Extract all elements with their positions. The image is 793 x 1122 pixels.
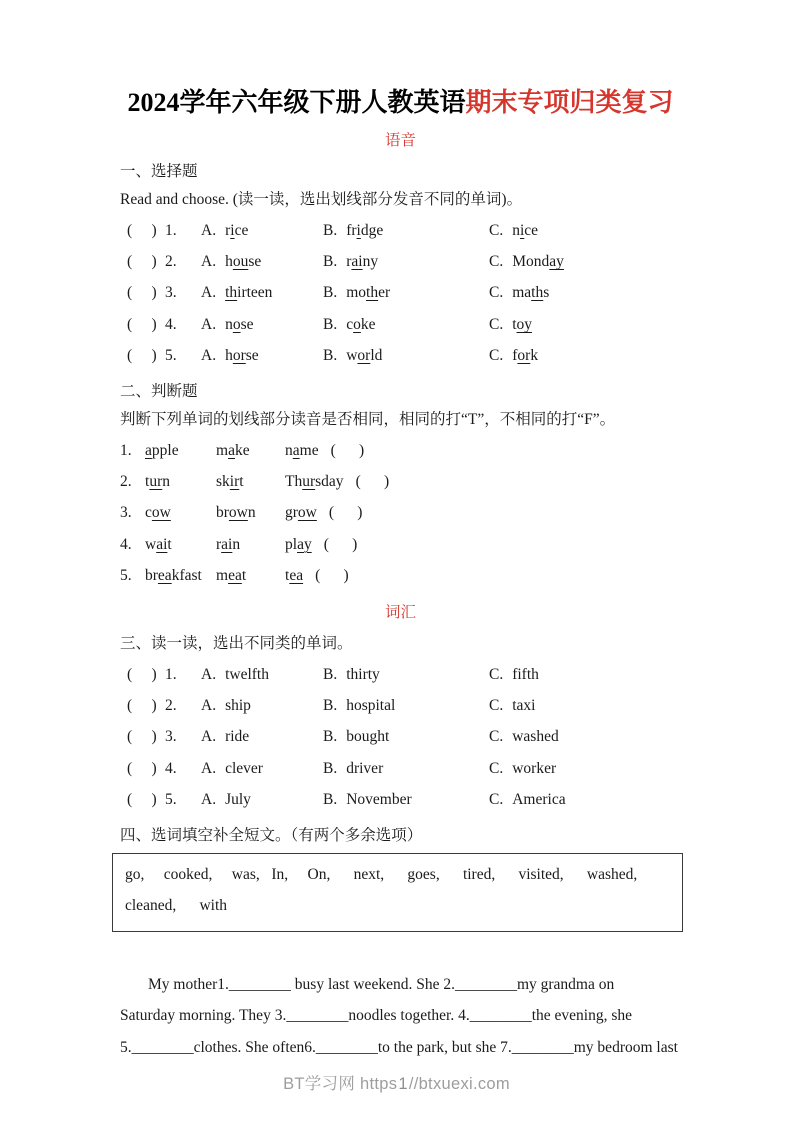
word-pre: t: [512, 315, 517, 333]
page-number: 1: [398, 1075, 408, 1093]
section4-heading: 四、选词填空补全短文。（有两个多余选项）: [120, 826, 423, 844]
option-label: A.: [201, 696, 217, 714]
answer-bracket: ( ): [127, 347, 157, 365]
word-underlined: ay: [297, 535, 312, 553]
option-label: A.: [201, 347, 217, 365]
option-b: [323, 666, 489, 684]
footer-watermark: [0, 1070, 793, 1094]
judge-row: [120, 529, 681, 560]
option-label: A.: [201, 665, 217, 683]
word-post: ce: [234, 221, 249, 239]
option-b: [323, 222, 489, 240]
option-label: C.: [489, 791, 504, 809]
word: washed: [512, 728, 559, 746]
word: hospital: [346, 696, 396, 714]
answer-bracket: ( ): [127, 728, 157, 746]
option-label: A.: [201, 759, 217, 777]
question-row: [120, 690, 681, 721]
answer-bracket: ( ): [127, 315, 157, 333]
passage-line-3: 5.________clothes. She often6.________to the park, but she 7.________my bedroom last: [120, 1039, 678, 1057]
word-underlined: ea: [228, 567, 242, 585]
option-b: [323, 316, 489, 334]
word-post: ke: [234, 441, 250, 459]
word-3: [285, 442, 319, 459]
word-post: kfast: [171, 567, 202, 585]
word-pre: mo: [346, 284, 367, 302]
word-2: [216, 567, 285, 585]
option-label: C.: [489, 759, 504, 777]
judge-row: [120, 561, 681, 592]
word-post: er: [378, 284, 391, 302]
word-pre: n: [512, 221, 520, 239]
question-number: 5.: [120, 567, 132, 585]
word: ride: [225, 728, 250, 746]
option-b: [323, 760, 489, 778]
word-pre: n: [225, 315, 233, 333]
word-underlined: ur: [302, 473, 316, 491]
option-b: [323, 253, 489, 271]
word-pre: gr: [285, 504, 298, 522]
question-row: [120, 722, 681, 753]
answer-bracket: ( ): [315, 567, 349, 585]
word-underlined: a: [145, 441, 152, 459]
word-3: [285, 567, 303, 584]
judge-row: [120, 435, 681, 466]
word: thirty: [346, 665, 380, 683]
word-underlined: th: [531, 284, 544, 302]
word-pre: w: [145, 535, 157, 553]
section1-instruction: Read and choose. (读一读，选出划线部分发音不同的单词)。: [120, 191, 523, 208]
word-pre: h: [225, 347, 233, 365]
word-post: s: [543, 284, 550, 302]
option-label: C.: [489, 253, 504, 271]
option-label: A.: [201, 728, 217, 746]
passage-line-1: My mother1.________ busy last weekend. She 2.________my grandma on: [148, 975, 615, 993]
word: November: [346, 791, 412, 809]
option-label: B.: [323, 284, 338, 302]
answer-bracket: ( ): [127, 221, 157, 239]
option-label: B.: [323, 791, 338, 809]
word-pre: r: [216, 535, 222, 553]
passage-line-2: Saturday morning. They 3.________noodles together. 4.________the evening, she: [120, 1007, 632, 1025]
question-row: [120, 753, 681, 784]
word-underlined: i: [356, 221, 361, 239]
word-1: [145, 504, 216, 522]
word-underlined: ea: [289, 567, 304, 585]
word-underlined: i: [230, 221, 235, 239]
option-c: [489, 760, 681, 778]
watermark-text-post: //btxuexi.com: [408, 1075, 510, 1093]
word-post: t: [239, 473, 244, 491]
word-post: ke: [360, 315, 376, 333]
question-number: 3.: [165, 728, 177, 746]
option-label: C.: [489, 284, 504, 302]
option-label: B.: [323, 728, 338, 746]
word-post: ce: [524, 221, 539, 239]
option-c: [489, 316, 681, 334]
question-row: [120, 246, 681, 277]
phonics-section-label: 语音: [384, 132, 416, 149]
cloze-passage: [120, 969, 681, 1064]
vocab-section-label: 词汇: [384, 603, 416, 621]
word-underlined: o: [232, 315, 241, 333]
question-number: 1.: [120, 441, 132, 459]
section2-heading: 二、判断题: [120, 382, 198, 400]
word-1: [145, 442, 216, 460]
option-label: B.: [323, 759, 338, 777]
word-underlined: a: [292, 441, 300, 459]
option-a: [201, 697, 323, 715]
word: taxi: [512, 696, 536, 714]
word-underlined: or: [357, 347, 371, 365]
question-number: 1.: [165, 221, 177, 239]
option-c: [489, 347, 681, 365]
option-b: [323, 347, 489, 365]
word-underlined: ow: [151, 504, 171, 522]
word-post: ld: [370, 347, 383, 365]
word-post: pple: [151, 441, 179, 459]
word-pre: h: [225, 253, 233, 271]
option-label: C.: [489, 315, 504, 333]
word: worker: [512, 759, 557, 777]
word-post: me: [299, 441, 319, 459]
question-number: 4.: [120, 535, 132, 553]
word-2: [216, 504, 285, 522]
title-red-part: 期末专项归类复习: [465, 88, 674, 117]
answer-bracket: ( ): [127, 253, 157, 271]
word-underlined: ai: [156, 535, 168, 553]
word-pre: br: [216, 504, 229, 522]
question-number: 2.: [165, 253, 177, 271]
option-a: [201, 253, 323, 271]
option-c: [489, 253, 681, 271]
word-pre: f: [512, 347, 518, 365]
word-pre: Th: [285, 473, 303, 491]
word-underlined: ay: [549, 253, 564, 271]
question-number: 5.: [165, 791, 177, 809]
word-underlined: ou: [232, 253, 249, 271]
word-post: irteen: [237, 284, 273, 302]
option-a: [201, 666, 323, 684]
word-3-and-bracket: [285, 473, 681, 491]
judge-row: [120, 498, 681, 529]
word-3: [285, 536, 312, 553]
word-pre: w: [346, 347, 358, 365]
word: July: [225, 791, 251, 809]
section2-item-list: [120, 435, 681, 592]
word-bank-box: [112, 853, 683, 932]
option-label: A.: [201, 221, 217, 239]
question-row: [120, 659, 681, 690]
option-c: [489, 284, 681, 302]
word-underlined: ow: [297, 504, 317, 522]
option-label: C.: [489, 347, 504, 365]
word-underlined: ai: [351, 253, 363, 271]
option-label: B.: [323, 665, 338, 683]
option-a: [201, 222, 323, 240]
answer-bracket: ( ): [355, 473, 390, 491]
word-underlined: ai: [221, 535, 233, 553]
answer-bracket: ( ): [323, 535, 358, 553]
word-post: sday: [315, 473, 344, 491]
word-pre: Mond: [512, 253, 550, 271]
option-b: [323, 284, 489, 302]
word-3-and-bracket: [285, 536, 681, 554]
word-bank-line-2: cleaned, with: [125, 897, 228, 915]
answer-bracket: ( ): [127, 759, 157, 777]
section3-question-list: [120, 659, 681, 816]
word-post: t: [167, 535, 172, 553]
word-1: [145, 567, 216, 585]
word-pre: fr: [346, 221, 357, 239]
question-row: [120, 784, 681, 815]
word-3-and-bracket: [285, 567, 681, 585]
option-label: B.: [323, 347, 338, 365]
word-pre: c: [145, 504, 152, 522]
word-pre: r: [346, 253, 352, 271]
option-label: B.: [323, 315, 338, 333]
word-pre: br: [145, 567, 158, 585]
word-2: [216, 536, 285, 554]
word-pre: t: [145, 473, 150, 491]
question-number: 4.: [165, 759, 177, 777]
question-row: [120, 215, 681, 246]
word-pre: sk: [216, 473, 230, 491]
word-post: se: [245, 347, 259, 365]
question-number: 3.: [120, 504, 132, 522]
question-number: 2.: [165, 696, 177, 714]
title-black-part: 2024学年六年级下册人教英语: [127, 88, 466, 117]
answer-bracket: ( ): [330, 441, 365, 459]
question-number: 3.: [165, 284, 177, 302]
question-row: [120, 309, 681, 340]
word-underlined: ow: [228, 504, 248, 522]
option-a: [201, 316, 323, 334]
option-b: [323, 791, 489, 809]
word-underlined: a: [228, 441, 235, 459]
word-2: [216, 442, 285, 460]
word-underlined: or: [517, 347, 531, 365]
option-a: [201, 347, 323, 365]
question-number: 4.: [165, 315, 177, 333]
option-a: [201, 791, 323, 809]
question-number: 1.: [165, 665, 177, 683]
word-1: [145, 473, 216, 491]
option-c: [489, 222, 681, 240]
word-3-and-bracket: [285, 442, 681, 460]
watermark-text-pre: BT学习网 https: [283, 1075, 398, 1093]
option-label: C.: [489, 665, 504, 683]
word-post: t: [241, 567, 247, 585]
answer-bracket: ( ): [127, 791, 157, 809]
word-1: [145, 536, 216, 554]
answer-bracket: ( ): [127, 665, 157, 683]
word: ship: [225, 696, 251, 714]
word-underlined: oy: [516, 315, 533, 333]
option-label: C.: [489, 221, 504, 239]
word-pre: r: [225, 221, 231, 239]
option-b: [323, 728, 489, 746]
section1-question-list: [120, 215, 681, 372]
option-label: A.: [201, 284, 217, 302]
judge-row: [120, 466, 681, 497]
word-post: k: [530, 347, 539, 365]
word-post: n: [232, 535, 241, 553]
section2-instruction: 判断下列单词的划线部分读音是否相同，相同的打“T”，不相同的打“F”。: [120, 410, 616, 428]
word-underlined: i: [519, 221, 525, 239]
word: America: [512, 791, 566, 809]
option-c: [489, 666, 681, 684]
answer-bracket: ( ): [328, 504, 363, 522]
word-3: [285, 504, 317, 521]
option-a: [201, 284, 323, 302]
option-label: A.: [201, 315, 217, 333]
question-number: 5.: [165, 347, 177, 365]
word-underlined: ur: [149, 473, 163, 491]
word-bank-line-1: go, cooked, was, In, On, next, goes, tired, visited, washed,: [125, 865, 638, 883]
section1-heading: 一、选择题: [120, 163, 198, 180]
word-3: [285, 473, 344, 490]
word-underlined: or: [232, 347, 246, 365]
option-c: [489, 728, 681, 746]
word-underlined: th: [366, 284, 379, 302]
option-label: C.: [489, 696, 504, 714]
word-post: dge: [360, 221, 384, 239]
option-a: [201, 728, 323, 746]
word-underlined: ir: [229, 473, 240, 491]
answer-bracket: ( ): [127, 284, 157, 302]
word-post: n: [247, 504, 256, 522]
option-label: B.: [323, 221, 338, 239]
word-pre: m: [216, 567, 229, 585]
option-b: [323, 697, 489, 715]
word-pre: n: [285, 441, 293, 459]
word: clever: [225, 759, 263, 777]
word-underlined: o: [353, 315, 361, 333]
word: fifth: [512, 665, 539, 683]
word-pre: c: [346, 315, 354, 333]
option-c: [489, 791, 681, 809]
word-pre: t: [285, 567, 290, 585]
option-label: B.: [323, 253, 338, 271]
question-row: [120, 341, 681, 372]
word-post: n: [162, 473, 170, 491]
word-post: ny: [362, 253, 379, 271]
word-post: se: [248, 253, 262, 271]
option-c: [489, 697, 681, 715]
word-pre: ma: [512, 284, 532, 302]
word: twelfth: [225, 665, 269, 683]
page-title: [120, 86, 681, 120]
section3-heading: 三、读一读，选出不同类的单词。: [120, 634, 353, 652]
question-number: 2.: [120, 473, 132, 491]
word: bought: [346, 728, 390, 746]
word-underlined: th: [225, 284, 238, 302]
option-label: A.: [201, 791, 217, 809]
option-label: A.: [201, 253, 217, 271]
word: driver: [346, 759, 384, 777]
word-3-and-bracket: [285, 504, 681, 522]
word-pre: pl: [285, 535, 298, 553]
word-pre: m: [216, 441, 229, 459]
option-label: B.: [323, 696, 338, 714]
option-label: C.: [489, 728, 504, 746]
word-underlined: ea: [157, 567, 172, 585]
option-a: [201, 760, 323, 778]
answer-bracket: ( ): [127, 696, 157, 714]
word-2: [216, 473, 285, 491]
word-post: se: [240, 315, 254, 333]
question-row: [120, 278, 681, 309]
